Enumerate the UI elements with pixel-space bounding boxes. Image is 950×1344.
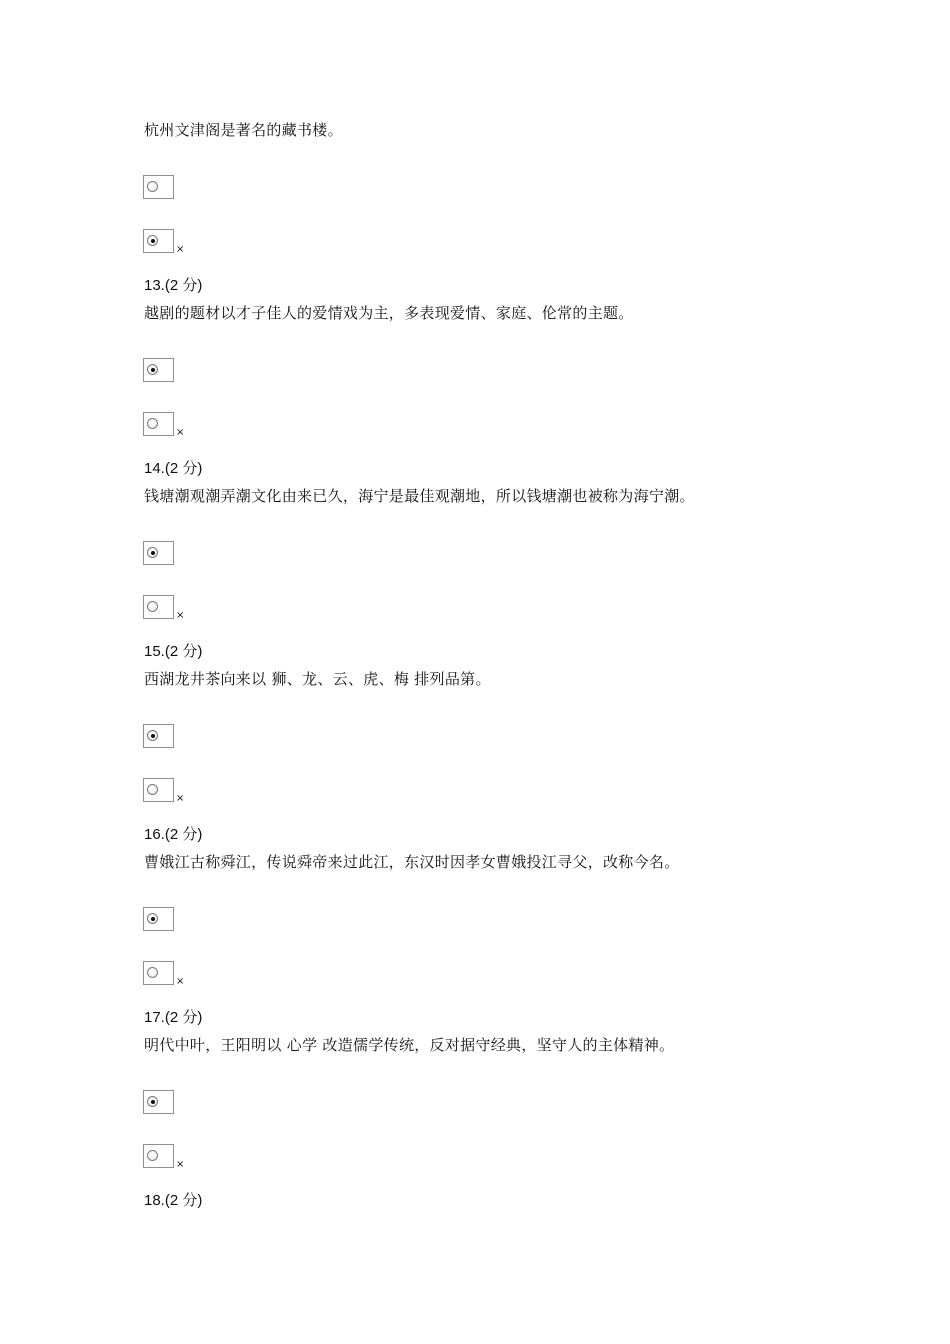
question-13-statement: 越剧的题材以才子佳人的爱情戏为主，多表现爱情、家庭、伦常的主题。 — [144, 304, 634, 322]
question-13-number: 13.(2 分) — [144, 277, 203, 294]
question-18-number: 18.(2 分) — [144, 1192, 203, 1209]
radio-checked-icon[interactable] — [147, 547, 158, 558]
radio-checked-icon[interactable] — [147, 1096, 158, 1107]
wrong-mark-icon: × — [176, 976, 185, 987]
question-15-option-2[interactable] — [143, 778, 174, 802]
question-17-option-2[interactable] — [143, 1144, 174, 1168]
question-16-option-2[interactable] — [143, 961, 174, 985]
question-17-statement: 明代中叶，王阳明以 心学 改造儒学传统，反对据守经典，坚守人的主体精神。 — [144, 1036, 675, 1054]
wrong-mark-icon: × — [176, 427, 185, 438]
question-16-number: 16.(2 分) — [144, 826, 203, 843]
question-12-statement: 杭州文津阁是著名的藏书楼。 — [144, 121, 343, 139]
question-15-statement: 西湖龙井茶向来以 狮、龙、云、虎、梅 排列品第。 — [144, 670, 491, 688]
question-16-option-1[interactable] — [143, 907, 174, 931]
wrong-mark-icon: × — [176, 793, 185, 804]
question-13-option-2[interactable] — [143, 412, 174, 436]
radio-unchecked-icon[interactable] — [147, 181, 158, 192]
radio-unchecked-icon[interactable] — [147, 784, 158, 795]
radio-unchecked-icon[interactable] — [147, 967, 158, 978]
radio-checked-icon[interactable] — [147, 364, 158, 375]
radio-checked-icon[interactable] — [147, 913, 158, 924]
question-14-number: 14.(2 分) — [144, 460, 203, 477]
radio-checked-icon[interactable] — [147, 730, 158, 741]
radio-checked-icon[interactable] — [147, 235, 158, 246]
wrong-mark-icon: × — [176, 610, 185, 621]
question-17-number: 17.(2 分) — [144, 1009, 203, 1026]
question-14-statement: 钱塘潮观潮弄潮文化由来已久，海宁是最佳观潮地，所以钱塘潮也被称为海宁潮。 — [144, 487, 695, 505]
question-13-option-1[interactable] — [143, 358, 174, 382]
radio-unchecked-icon[interactable] — [147, 1150, 158, 1161]
question-14-option-2[interactable] — [143, 595, 174, 619]
question-15-number: 15.(2 分) — [144, 643, 203, 660]
radio-unchecked-icon[interactable] — [147, 601, 158, 612]
question-14-option-1[interactable] — [143, 541, 174, 565]
question-12-option-1[interactable] — [143, 175, 174, 199]
question-16-statement: 曹娥江古称舜江，传说舜帝来过此江，东汉时因孝女曹娥投江寻父，改称今名。 — [144, 853, 680, 871]
question-17-option-1[interactable] — [143, 1090, 174, 1114]
question-15-option-1[interactable] — [143, 724, 174, 748]
radio-unchecked-icon[interactable] — [147, 418, 158, 429]
question-12-option-2[interactable] — [143, 229, 174, 253]
wrong-mark-icon: × — [176, 1159, 185, 1170]
wrong-mark-icon: × — [176, 244, 185, 255]
